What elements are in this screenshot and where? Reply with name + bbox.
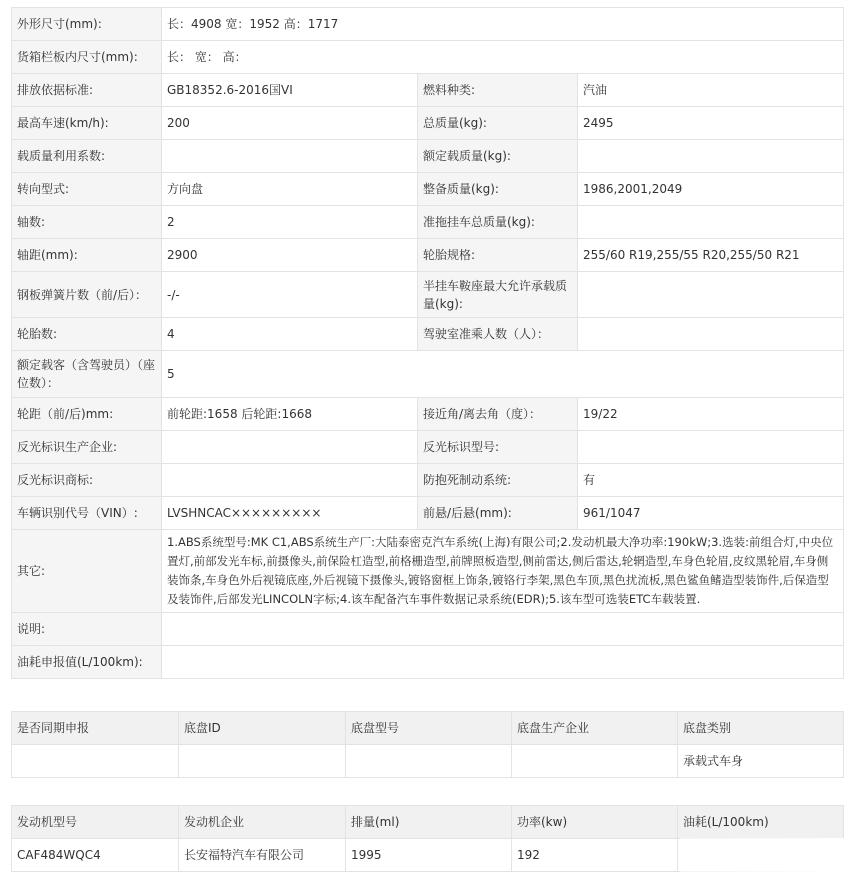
engine-header: 排量(ml) (346, 806, 512, 839)
chassis-cell (179, 745, 346, 778)
spec-value (578, 206, 844, 239)
spec-label: 额定载质量(kg): (418, 140, 578, 173)
spec-label: 载质量利用系数: (12, 140, 162, 173)
chassis-cell (346, 745, 512, 778)
chassis-cell: 承载式车身 (678, 745, 844, 778)
spec-row (12, 173, 844, 206)
spec-label: 油耗申报值(L/100km): (12, 646, 162, 679)
engine-header: 发动机型号 (12, 806, 179, 839)
vehicle-spec-table (11, 7, 844, 679)
spec-label: 排放依据标准: (12, 74, 162, 107)
engine-cell: CAF484WQC4 (12, 839, 179, 872)
spec-label: 说明: (12, 613, 162, 646)
spec-row (12, 206, 844, 239)
spec-label: 前悬/后悬(mm): (418, 497, 578, 530)
engine-header-row (12, 806, 844, 839)
spec-value: LVSHNCAC××××××××× (162, 497, 418, 530)
spec-value: 5 (162, 351, 844, 398)
spec-value: 2 (162, 206, 418, 239)
spec-value: 汽油 (578, 74, 844, 107)
spec-row-fuel-consumption (12, 646, 844, 679)
spec-value: 255/60 R19,255/55 R20,255/50 R21 (578, 239, 844, 272)
chassis-header: 底盘生产企业 (512, 712, 678, 745)
spec-label: 最高车速(km/h): (12, 107, 162, 140)
spec-value (162, 431, 418, 464)
engine-header: 油耗(L/100km) (678, 806, 844, 839)
spec-label: 反光标识型号: (418, 431, 578, 464)
engine-cell (678, 839, 844, 872)
spec-row-cargo-box (12, 41, 844, 74)
spec-label: 燃料种类: (418, 74, 578, 107)
spec-label: 半挂车鞍座最大允许承载质量(kg): (418, 272, 578, 318)
spec-label: 轮胎数: (12, 318, 162, 351)
spec-row-dimensions (12, 8, 844, 41)
spec-label: 反光标识生产企业: (12, 431, 162, 464)
spec-row-vin (12, 497, 844, 530)
engine-table (11, 805, 844, 872)
spec-value (578, 272, 844, 318)
spec-label: 整备质量(kg): (418, 173, 578, 206)
spec-value-other: 1.ABS系统型号:MK C1,ABS系统生产厂:大陆泰密克汽车系统(上海)有限公司;2.发动机最大净功率:190kW;3.选装:前组合灯,中央位置灯,前部发光车标,前摄像头,前保险杠造型,前格栅造型,前牌照板造型,侧前雷达,侧后雷达,轮辋造型,车身色轮眉,皮纹黑轮眉,车身侧装饰条,车身色外后视镜底座,外后视镜下摄像头,镀铬窗框上饰条,镀铬行李架,黑色车顶,黑色扰流板,黑色鲨鱼鳍造型装饰件,后保造型及装饰件,后部发光LINCOLN字标;4.该车配备汽车事件数据记录系统(EDR);5.该车型可选装ETC车载装置. (162, 530, 844, 613)
spec-value (578, 140, 844, 173)
chassis-table (11, 711, 844, 778)
spec-label: 额定载客（含驾驶员）（座位数）： (12, 351, 162, 398)
spec-value (162, 464, 418, 497)
spec-value: 19/22 (578, 398, 844, 431)
spec-label: 反光标识商标: (12, 464, 162, 497)
spec-value: 方向盘 (162, 173, 418, 206)
spec-label: 钢板弹簧片数（前/后）： (12, 272, 162, 318)
spec-label: 外形尺寸(mm): (12, 8, 162, 41)
spec-row (12, 107, 844, 140)
spec-row (12, 140, 844, 173)
chassis-header: 底盘ID (179, 712, 346, 745)
spec-value (578, 431, 844, 464)
chassis-cell (12, 745, 179, 778)
spec-row-other (12, 530, 844, 613)
spec-value: 有 (578, 464, 844, 497)
spec-value (162, 140, 418, 173)
spec-value: 961/1047 (578, 497, 844, 530)
spec-label: 轮距（前/后)mm: (12, 398, 162, 431)
spec-value (162, 646, 844, 679)
table-row (12, 839, 844, 872)
spec-value: 长： 宽： 高： (162, 41, 844, 74)
spec-row (12, 272, 844, 318)
chassis-header-row (12, 712, 844, 745)
engine-header: 发动机企业 (179, 806, 346, 839)
spec-label: 接近角/离去角（度）： (418, 398, 578, 431)
engine-cell: 长安福特汽车有限公司 (179, 839, 346, 872)
spec-label: 轴数: (12, 206, 162, 239)
spec-row (12, 464, 844, 497)
spec-value: 200 (162, 107, 418, 140)
spec-row-seating (12, 351, 844, 398)
spec-value: 1986,2001,2049 (578, 173, 844, 206)
chassis-header: 底盘类别 (678, 712, 844, 745)
spec-value: 4 (162, 318, 418, 351)
table-row (12, 745, 844, 778)
spec-value: GB18352.6-2016国VI (162, 74, 418, 107)
spec-row-notes (12, 613, 844, 646)
spec-value (578, 318, 844, 351)
engine-cell: 1995 (346, 839, 512, 872)
spec-label: 驾驶室准乘人数（人）： (418, 318, 578, 351)
spec-value (162, 613, 844, 646)
spec-row (12, 318, 844, 351)
spec-row (12, 74, 844, 107)
chassis-header: 是否同期申报 (12, 712, 179, 745)
spec-label: 车辆识别代号（VIN）: (12, 497, 162, 530)
spec-value: 前轮距:1658 后轮距:1668 (162, 398, 418, 431)
spec-value: -/- (162, 272, 418, 318)
spec-value: 2900 (162, 239, 418, 272)
engine-header: 功率(kw) (512, 806, 678, 839)
spec-label: 总质量(kg): (418, 107, 578, 140)
spec-label: 轮胎规格: (418, 239, 578, 272)
spec-label: 其它: (12, 530, 162, 613)
spec-row (12, 239, 844, 272)
spec-label: 防抱死制动系统: (418, 464, 578, 497)
spec-row (12, 398, 844, 431)
spec-value: 2495 (578, 107, 844, 140)
chassis-header: 底盘型号 (346, 712, 512, 745)
chassis-cell (512, 745, 678, 778)
spec-label: 轴距(mm): (12, 239, 162, 272)
engine-cell: 192 (512, 839, 678, 872)
spec-value: 长：4908 宽：1952 高：1717 (162, 8, 844, 41)
spec-label: 准拖挂车总质量(kg): (418, 206, 578, 239)
spec-row (12, 431, 844, 464)
spec-label: 转向型式: (12, 173, 162, 206)
spec-label: 货箱栏板内尺寸(mm): (12, 41, 162, 74)
